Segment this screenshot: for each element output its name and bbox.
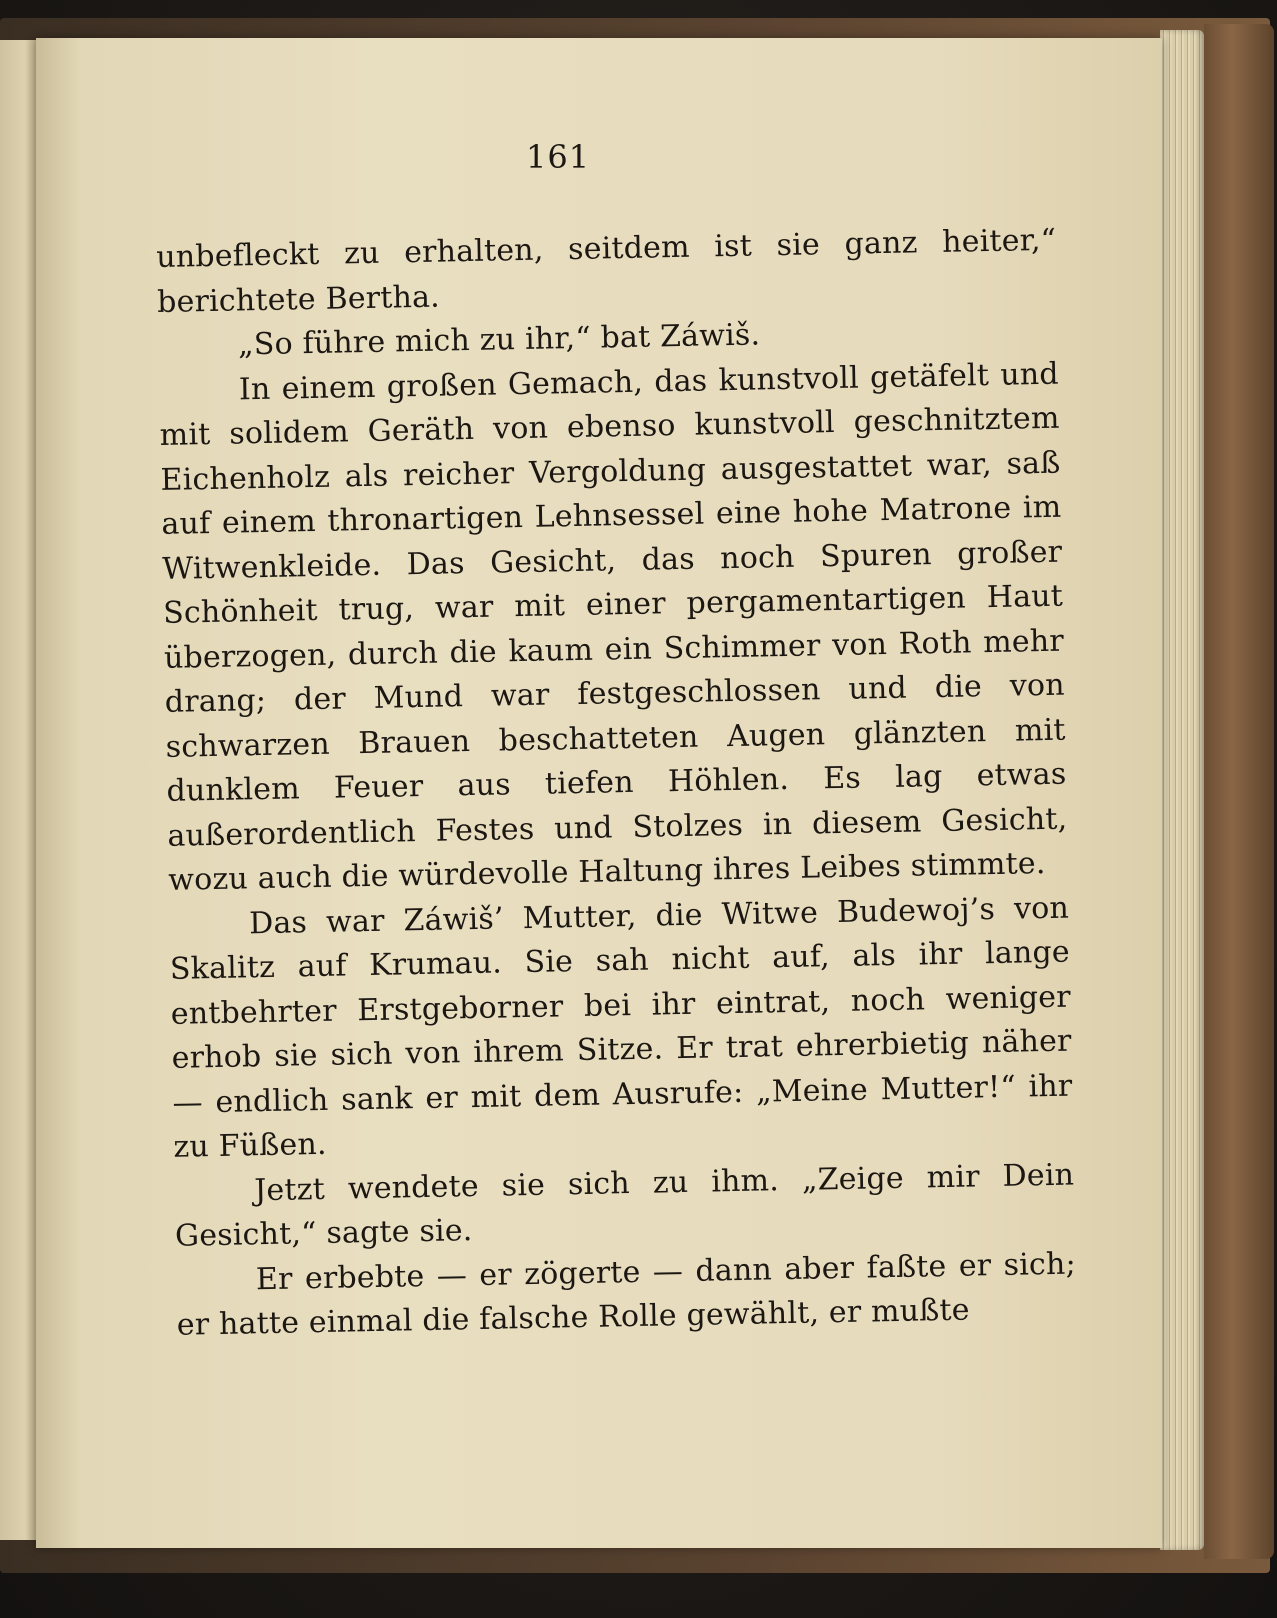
paragraph: „So führe mich zu ihr,“ bat Záwiš. [237,317,761,363]
paragraph: Jetzt wendete sie sich zu ihm. „Zeige mir Dein Gesicht,“ sagte sie. [174,1157,1075,1254]
page-number: 161 [526,138,591,176]
paragraph: In einem großen Gemach, das kunstvoll getäfelt und mit solidem Geräth von ebenso kunstvoll geschnitztem Eichenholz als reicher Vergoldung ausgestattet war, saß auf einem thronartigen Lehnsessel eine hohe Matrone im Witwenkleide. Das Gesicht, das noch Spuren großer Schönheit trug, war mit einer pergamentartigen Haut überzogen, durch die kaum ein Schimmer von Roth mehr drang; der Mund war festgeschlossen und die von schwarzen Brauen beschatteten Augen glänzten mit dunklem Feuer aus tiefen Höhlen. Es lag etwas außerordentlich Festes und Stolzes in diesem Gesicht, wozu auch die würdevolle Haltung ihres Leibes stimmte. [159,356,1068,898]
book-board-edge [1204,24,1274,1559]
page-edges [1160,30,1204,1550]
book-page [36,38,1162,1548]
left-page-edge [0,40,38,1540]
paragraph: unbefleckt zu erhalten, seitdem ist sie ganz heiter,“ berichtete Bertha. [155,222,1057,320]
page-text [154,119,1077,1349]
paragraph: Das war Záwiš’ Mutter, die Witwe Budewoj’s von Skalitz auf Krumau. Sie sah nicht auf, als ihr lange entbehrter Erstgeborner bei ihr eintrat, noch weniger erhob sie sich von ihrem Sitze. Er trat ehrerbietig näher — endlich sank er mit dem Ausrufe: „Meine Mutter!“ ihr zu Füßen. [169,890,1073,1165]
paragraph: Er erbebte — er zögerte — dann aber faßte er sich; er hatte einmal die falsche Rolle gewählt, er mußte [176,1246,1077,1343]
